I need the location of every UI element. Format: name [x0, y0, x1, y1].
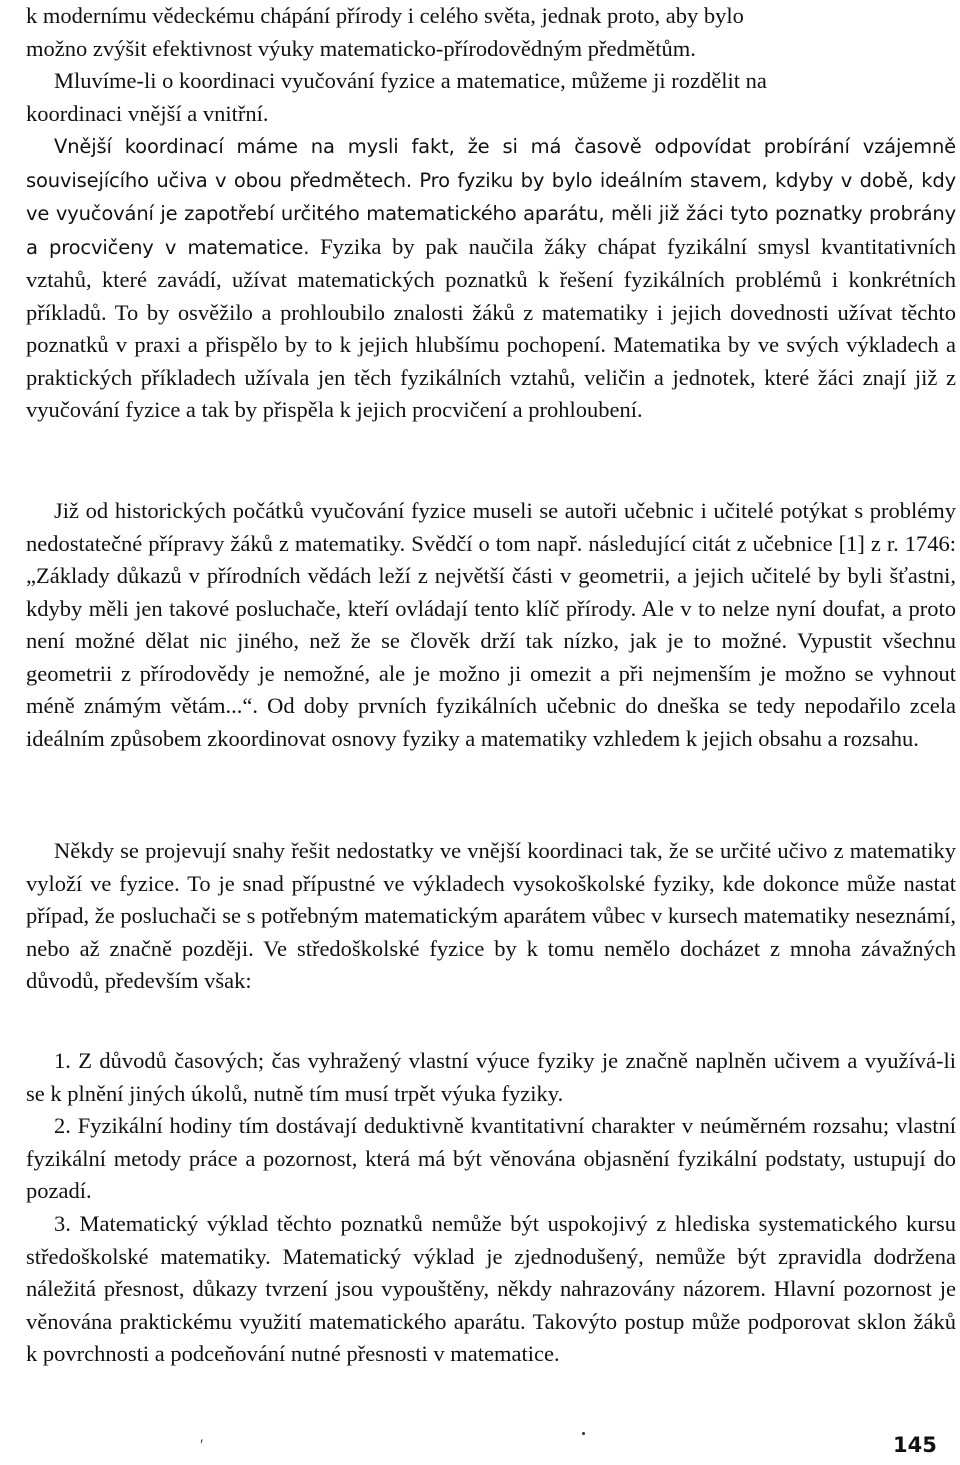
paragraph-external-coordination — [26, 130, 956, 427]
list-item-2: 2. Fyzikální hodiny tím dostávají deduktivně kvantitativní charakter v neúměrném rozsahu; vlastní fyzikální metody práce a pozornost, která má být věnována objasnění fyzikální podstaty, ustupují do pozadí. — [26, 1113, 956, 1203]
text-line: možno zvýšit efektivnost výuky matematicko-přírodovědným předmětům. — [26, 35, 696, 61]
paragraph-historical-quote: Již od historických počátků vyučování fyzice museli se autoři učebnic i učitelé potýkat s problémy nedostatečné přípravy žáků z matematiky. Svědčí o tom např. následující citát z učebnice [1] z r. 1746: „Základy důkazů v přírodních vědách leží z největší části v geometrii, a jejich učitelé by byli šťastni, kdyby měli jen takové posluchače, kteří ovládají tento klíč přírody. Ale v to nelze nyní doufat, a proto není možné dělat nic jiného, než že se člověk drží tak nízko, jak je to možné. Vypustit všechnu geometrii z přírodovědy je nemožné, ale je možno ji omezit a při nejmenším je možno se vyhnout méně známým větám...“. Od doby prvních fyzikálních učebnic do dneška se tedy nepodařilo zcela ideálním způsobem zkoordinovat osnovy fyziky a matematiky vzhledem k jejich obsahu a rozsahu. — [26, 498, 956, 751]
sans-text-run: Vnější koordinací máme na mysli fakt, že si má časově odpovídat probírání vzájemně souvisejícího učiva v obou předmětech. Pro fyziku by bylo ideálním stavem, kdyby v době, kdy ve vyučování je zapotřebí určitého matematického aparátu, měli již žáci tyto poznatky probrány a procvičeny v matematice. — [26, 135, 956, 259]
serif-text-run: Fyzika by pak naučila žáky chápat fyzikální smysl kvantitativních vztahů, které zavádí, užívat matematických poznatků k řešení fyzikálních problémů i konkrétních příkladů. To by osvěžilo a prohloubilo znalosti žáků z matematiky i jejich dovednosti užívat těchto poznatků v praxi a přispělo by to k jejich hlubšímu pochopení. Matematika by ve svých výkladech a praktických příkladech užívala jen těch fyzikálních vztahů, veličin a jednotek, které žáci znají již z vyučování fyzice a tak by přispěla k jejich procvičení a prohloubení. — [26, 233, 956, 422]
list-item-3: 3. Matematický výklad těchto poznatků nemůže být uspokojivý z hlediska systematického kursu středoškolské matematiky. Matematický výklad je zjednodušený, nemůže být zpravidla dodržena náležitá přesnost, důkazy tvrzení jsou vypouštěny, někdy nahrazovány názorem. Hlavní pozornost je věnována praktickému využití matematického aparátu. Takovýto postup může podporovat sklon žáků k povrchnosti a podceňování nutné přesnosti v matematice. — [26, 1211, 956, 1366]
paragraph-deficiencies: Někdy se projevují snahy řešit nedostatky ve vnější koordinaci tak, že se určité učivo z matematiky vyloží ve fyzice. To je snad přípustné ve výkladech vysokoškolské fyziky, kde dokonce může nastat případ, že posluchači se s potřebným matematickým aparátem vůbec v kursech matematiky neseznámí, nebo až značně později. Ve středoškolské fyzice by k tomu nemělo docházet z mnoha závažných důvodů, především však: — [26, 838, 956, 993]
footer-dot-icon — [582, 1432, 585, 1435]
text-line: koordinaci vnější a vnitřní. — [26, 100, 269, 126]
footer-mark: ′ — [200, 1437, 204, 1454]
paragraph-coordination-intro — [26, 65, 956, 130]
text-line: Mluvíme-li o koordinaci vyučování fyzice a matematice, můžeme ji rozdělit na — [54, 68, 767, 93]
paragraph-continuation — [26, 0, 956, 65]
document-page — [26, 0, 956, 1465]
text-line: k modernímu vědeckému chápání přírody i celého světa, jednak proto, aby bylo — [26, 3, 744, 28]
page-number: 145 — [893, 1433, 937, 1457]
list-item-1: 1. Z důvodů časových; čas vyhražený vlastní výuce fyziky je značně naplněn učivem a využívá-li se k plnění jiných úkolů, nutně tím musí trpět výuka fyziky. — [26, 1048, 956, 1106]
